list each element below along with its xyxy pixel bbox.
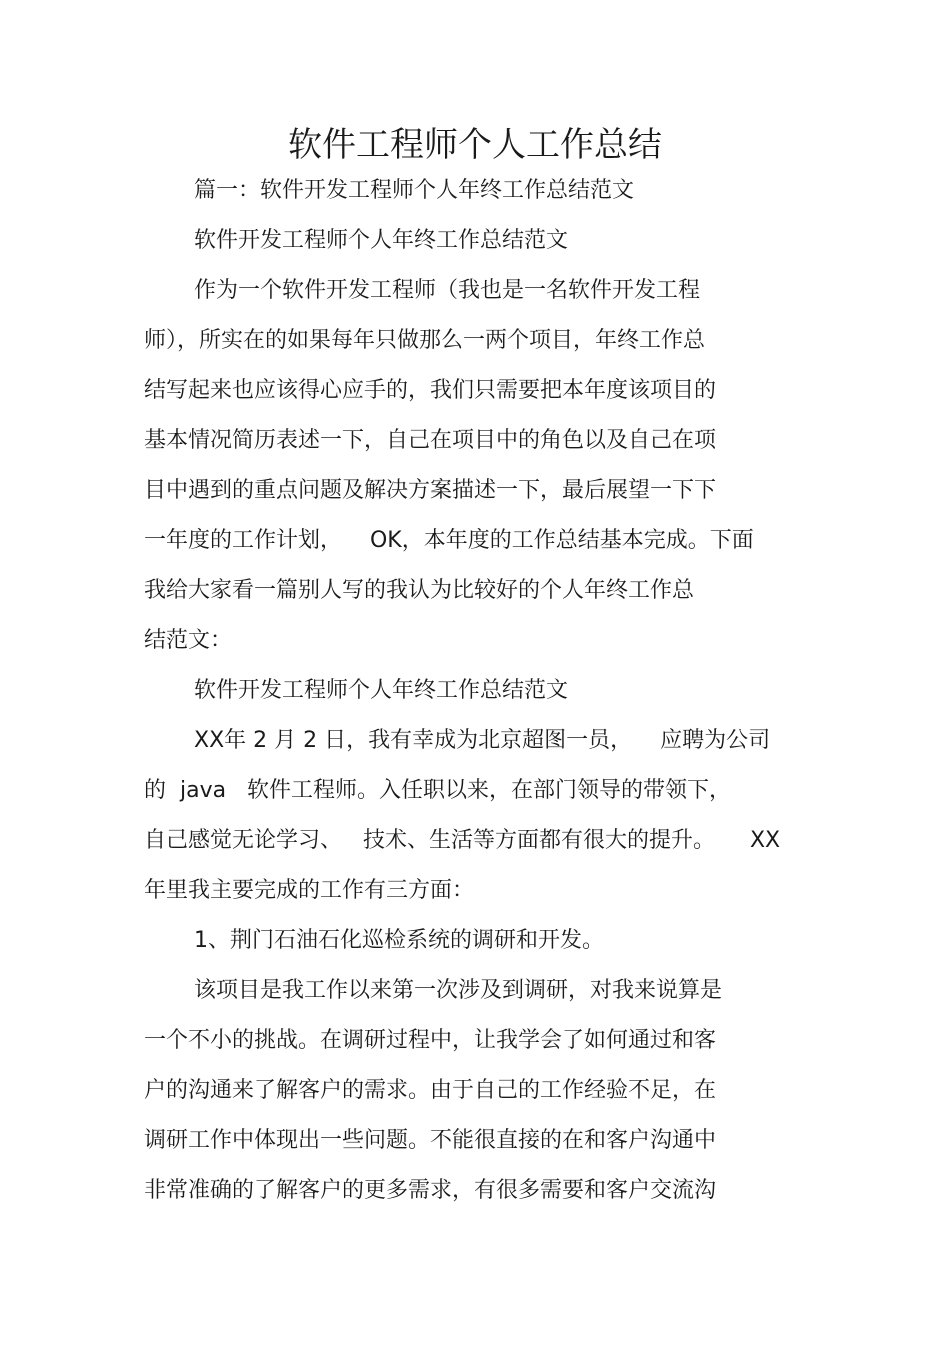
paragraph-line: 我给大家看一篇别人写的我认为比较好的个人年终工作总 (144, 578, 695, 603)
paragraph-line: 基本情况简历表述一下，自己在项目中的角色以及自己在项 (144, 428, 717, 453)
paragraph-line: 一年度的工作计划， OK，本年度的工作总结基本完成。下面 (144, 528, 754, 553)
subtitle-paragraph: 软件开发工程师个人年终工作总结范文 (194, 678, 569, 703)
subtitle-paragraph: 软件开发工程师个人年终工作总结范文 (194, 228, 569, 253)
paragraph-line: 自己感觉无论学习、 技术、生活等方面都有很大的提升。 XX (144, 828, 781, 853)
paragraph-line: 目中遇到的重点问题及解决方案描述一下，最后展望一下下 (144, 478, 717, 503)
paragraph-line: 该项目是我工作以来第一次涉及到调研，对我来说算是 (194, 978, 723, 1003)
paragraph-line: 调研工作中体现出一些问题。不能很直接的在和客户沟通中 (144, 1128, 717, 1153)
paragraph-line: 师），所实在的如果每年只做那么一两个项目，年终工作总 (144, 328, 706, 353)
list-item: 1、荆门石油石化巡检系统的调研和开发。 (194, 928, 604, 953)
paragraph-line: 一个不小的挑战。在调研过程中，让我学会了如何通过和客 (144, 1028, 717, 1053)
paragraph-line: 年里我主要完成的工作有三方面： (144, 878, 475, 903)
paragraph-line: 户的沟通来了解客户的需求。由于自己的工作经验不足，在 (144, 1078, 717, 1103)
paragraph-line: 的 java 软件工程师。入任职以来，在部门领导的带领下， (144, 778, 732, 803)
paragraph-line: 非常准确的了解客户的更多需求，有很多需要和客户交流沟 (144, 1178, 717, 1203)
document-title: 软件工程师个人工作总结 (288, 125, 662, 165)
paragraph-line: XX年 2 月 2 日，我有幸成为北京超图一员， 应聘为公司 (194, 728, 771, 753)
section-heading: 篇一：软件开发工程师个人年终工作总结范文 (194, 178, 635, 203)
paragraph-line: 作为一个软件开发工程师（我也是一名软件开发工程 (194, 278, 701, 303)
paragraph-line: 结写起来也应该得心应手的，我们只需要把本年度该项目的 (144, 378, 717, 403)
paragraph-line: 结范文： (144, 628, 233, 653)
